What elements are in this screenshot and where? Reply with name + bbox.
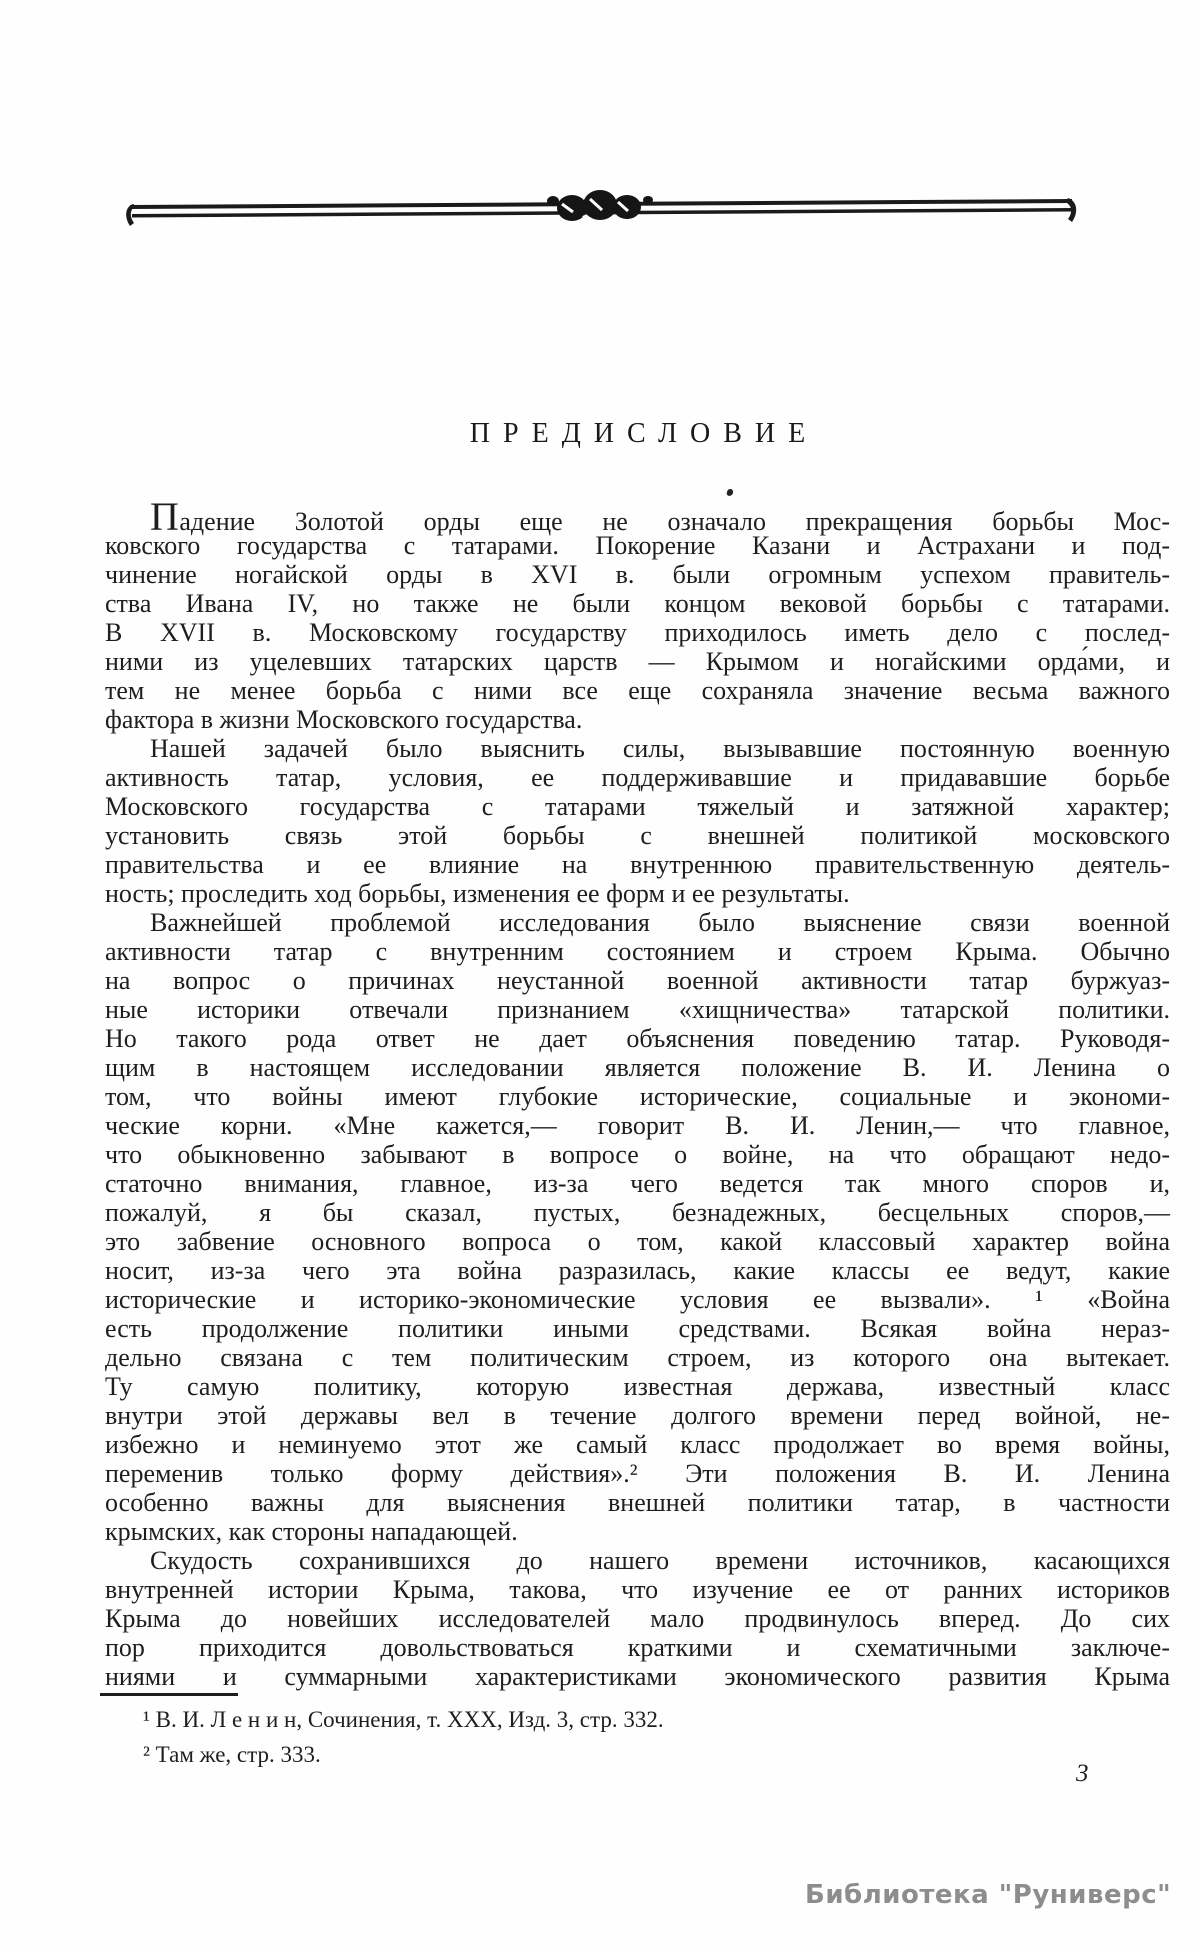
text-line: Ту самую политику, которую известная держава, известный класс (105, 1372, 1170, 1401)
text-block (105, 494, 1170, 1691)
text-line: Крыма до новейших исследователей мало продвинулось вперед. До сих (105, 1604, 1170, 1633)
text-line: тем не менее борьба с ними все еще сохраняла значение весьма важного (105, 676, 1170, 705)
text-line: ними из уцелевших татарских царств — Крымом и ногайскими орда́ми, и (105, 647, 1170, 676)
text-line: что обыкновенно забывают в вопросе о войне, на что обращают недо- (105, 1140, 1170, 1169)
text-line: Скудость сохранившихся до нашего времени источников, касающихся (150, 1546, 1170, 1575)
text-line: том, что войны имеют глубокие исторические, социальные и экономи- (105, 1082, 1170, 1111)
page-title: ПРЕДИСЛОВИЕ (469, 418, 819, 449)
text-line: чинение ногайской орды в XVI в. были огромным успехом правитель- (105, 560, 1170, 589)
text-line: пор приходится довольствоваться краткими и схематичными заключе- (105, 1633, 1170, 1662)
text-line: правительства и ее влияние на внутреннюю правительственную деятель- (105, 850, 1170, 879)
text-line: ства Ивана IV, но также не были концом вековой борьбы с татарами. (105, 589, 1170, 618)
text-line: крымских, как стороны нападающей. (105, 1517, 518, 1546)
text-line: Но такого рода ответ не дает объяснения поведению татар. Руководя- (105, 1024, 1170, 1053)
text-line: ные историки отвечали признанием «хищничества» татарской политики. (105, 995, 1170, 1024)
title-dot-ornament (726, 488, 734, 497)
text-line: статочно внимания, главное, из-за чего ведется так много споров и, (105, 1169, 1170, 1198)
text-line: активность татар, условия, ее поддерживавшие и придававшие борьбе (105, 763, 1170, 792)
text-line: это забвение основного вопроса о том, какой классовый характер война (105, 1227, 1170, 1256)
footnote-rule (100, 1693, 238, 1696)
text-line: щим в настоящем исследовании является положение В. И. Ленина о (105, 1053, 1170, 1082)
text-line: избежно и неминуемо этот же самый класс продолжает во время войны, (105, 1430, 1170, 1459)
text-line: есть продолжение политики иными средствами. Всякая война нераз- (105, 1314, 1170, 1343)
text-line: установить связь этой борьбы с внешней политикой московского (105, 821, 1170, 850)
text-line: ность; проследить ход борьбы, изменения ее форм и ее результаты. (105, 879, 850, 908)
text-line: Падение Золотой орды еще не означало прекращения борьбы Мос- (150, 494, 1170, 539)
text-line: внутренней истории Крыма, такова, что изучение ее от ранних историков (105, 1575, 1170, 1604)
text-line: ческие корни. «Мне кажется,— говорит В. И. Ленин,— что главное, (105, 1111, 1170, 1140)
text-line: исторические и историко-экономические условия ее вызвали». ¹ «Война (105, 1285, 1170, 1314)
text-line: В XVII в. Московскому государству приходилось иметь дело с послед- (105, 618, 1170, 647)
page-number: 3 (1076, 1760, 1089, 1787)
footnote-block (105, 1702, 1170, 1772)
text-line: Важнейшей проблемой исследования было выяснение связи военной (150, 908, 1170, 937)
drop-cap: П (150, 494, 180, 539)
text-line: дельно связана с тем политическим строем, из которого она вытекает. (105, 1343, 1170, 1372)
text-line: ниями и суммарными характеристиками экономического развития Крыма (105, 1662, 1170, 1691)
text-line: Московского государства с татарами тяжелый и затяжной характер; (105, 792, 1170, 821)
text-line: особенно важны для выяснения внешней политики татар, в частности (105, 1488, 1170, 1517)
text-line: активности татар с внутренним состоянием и строем Крыма. Обычно (105, 937, 1170, 966)
text-line: носит, из-за чего эта война разразилась, какие классы ее ведут, какие (105, 1256, 1170, 1285)
text-line: пожалуй, я бы сказал, пустых, безнадежных, бесцельных споров,— (105, 1198, 1170, 1227)
text-line: Нашей задачей было выяснить силы, вызывавшие постоянную военную (150, 734, 1170, 763)
footnote-line: ² Там же, стр. 333. (143, 1742, 321, 1767)
text-line: ковского государства с татарами. Покорение Казани и Астрахани и под- (105, 531, 1170, 560)
text-line: фактора в жизни Московского государства. (105, 705, 583, 734)
footnote-line: ¹ В. И. Л е н и н, Сочинения, т. XXX, Изд. 3, стр. 332. (143, 1707, 664, 1732)
text-line: на вопрос о причинах неустанной военной активности татар буржуаз- (105, 966, 1170, 995)
headpiece-ornament (0, 168, 1200, 240)
text-line: переменив только форму действия».² Эти положения В. И. Ленина (105, 1459, 1170, 1488)
watermark: Библиотека "Руниверс" (805, 1880, 1172, 1910)
text-line: внутри этой державы вел в течение долгого времени перед войной, не- (105, 1401, 1170, 1430)
